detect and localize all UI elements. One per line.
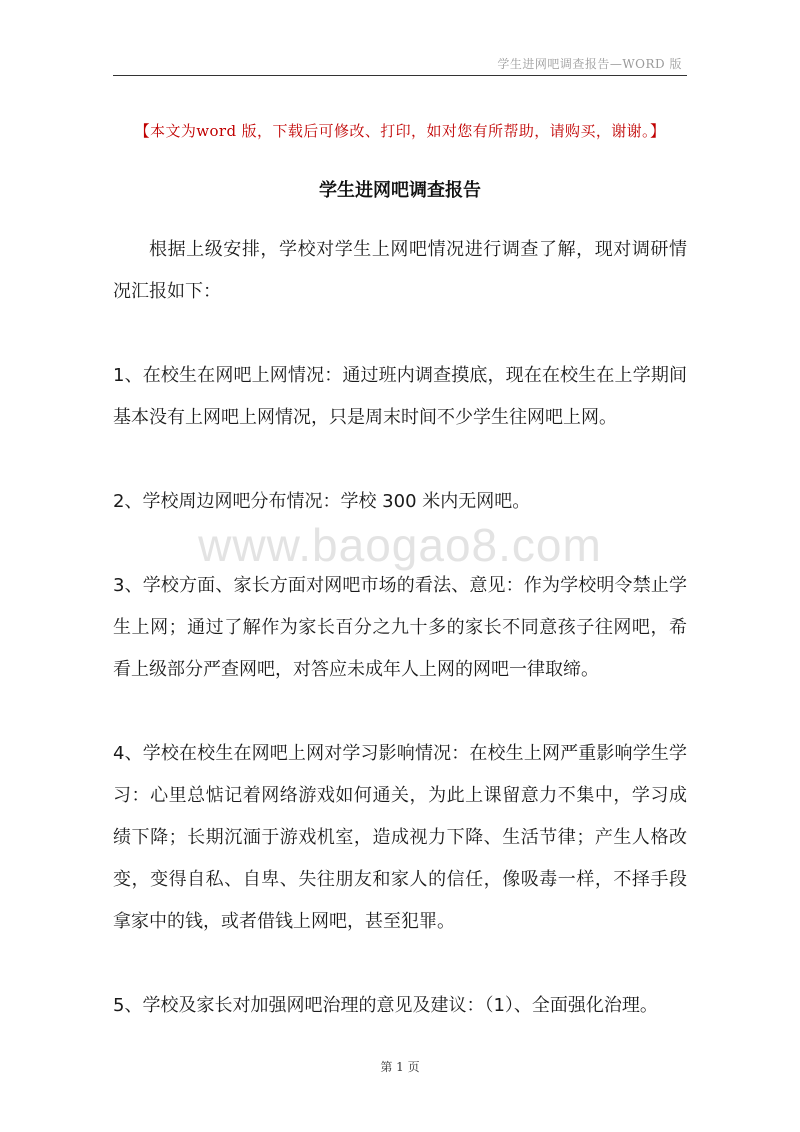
- paragraph-item-3: 3、学校方面、家长方面对网吧市场的看法、意见：作为学校明令禁止学生上网；通过了解作为家长百分之九十多的家长不同意孩子往网吧，希看上级部分严查网吧，对答应未成年人上网的网吧一律取缔。: [113, 575, 687, 680]
- watermark: www.baogao8.com: [198, 519, 602, 571]
- header-divider: [113, 75, 687, 76]
- paragraph-item-1: 1、在校生在网吧上网情况：通过班内调查摸底，现在在校生在上学期间基本没有上网吧上网情况，只是周末时间不少学生往网吧上网。: [113, 365, 687, 428]
- paragraph-intro: 根据上级安排，学校对学生上网吧情况进行调查了解，现对调研情况汇报如下：: [113, 239, 687, 302]
- paragraph-item-2: 2、学校周边网吧分布情况：学校 300 米内无网吧。: [113, 491, 531, 512]
- page-number: 第 1 页: [380, 1060, 420, 1074]
- paragraph-item-5: 5、学校及家长对加强网吧治理的意见及建议：（1）、全面强化治理。: [113, 995, 658, 1016]
- running-header: 学生进网吧调查报告—WORD 版: [497, 57, 682, 71]
- download-notice: 【本文为word 版，下载后可修改、打印，如对您有所帮助，请购买，谢谢。】: [134, 122, 666, 140]
- paragraph-item-4: 4、学校在校生在网吧上网对学习影响情况：在校生上网严重影响学生学习：心里总惦记着网络游戏如何通关，为此上课留意力不集中，学习成绩下降；长期沉湎于游戏机室，造成视力下降、生活节律；产生人格改变，变得自私、自卑、失往朋友和家人的信任，像吸毒一样，不择手段拿家中的钱，或者借钱上网吧，甚至犯罪。: [113, 743, 687, 932]
- document-title: 学生进网吧调查报告: [319, 180, 481, 201]
